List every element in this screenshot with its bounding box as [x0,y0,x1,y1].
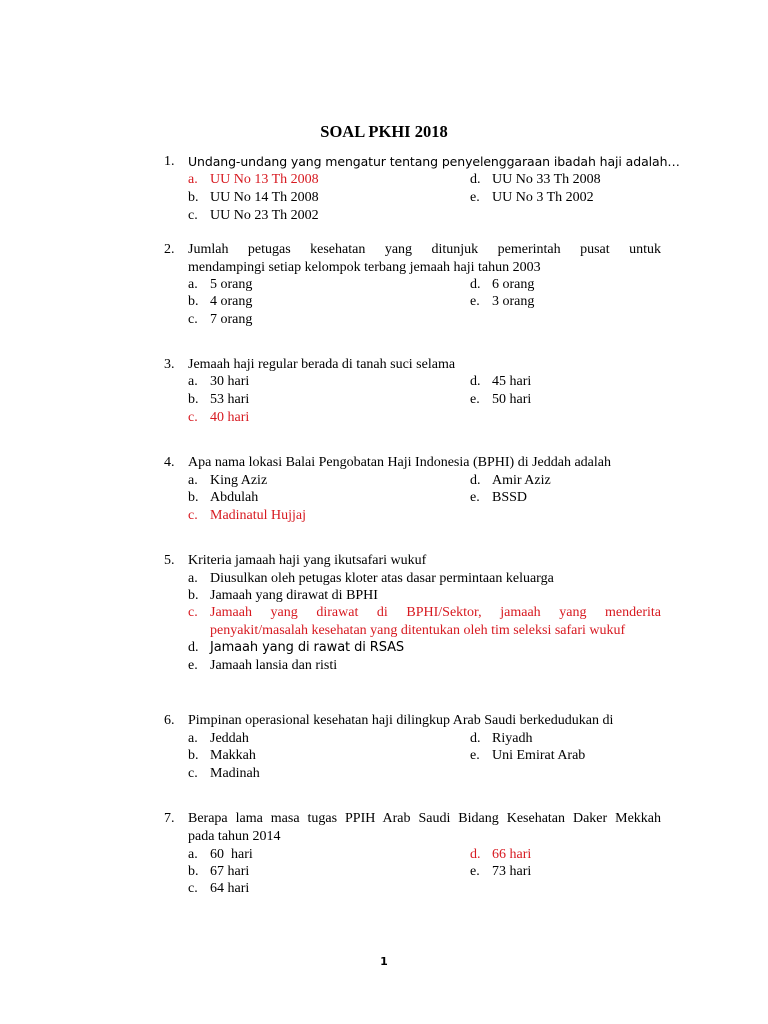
question-number: 1. [164,154,175,169]
option-c: UU No 23 Th 2002 [210,208,319,223]
option-e: 50 hari [492,392,532,407]
option-letter-b: b. [188,588,199,603]
option-e: 73 hari [492,864,532,879]
option-d: Amir Aziz [492,473,551,488]
option-letter-c: c. [188,766,198,781]
question-number: 2. [164,242,175,257]
option-b: Makkah [210,748,256,763]
option-b: 4 orang [210,294,253,309]
question-stem: Berapa lama masa tugas PPIH Arab Saudi Bidang Kesehatan Daker Mekkah [188,811,661,826]
option-d: 45 hari [492,374,532,389]
option-c: 7 orang [210,312,253,327]
option-letter-d: d. [470,172,481,187]
question-stem-continued: pada tahun 2014 [188,829,281,844]
option-b: UU No 14 Th 2008 [210,190,319,205]
option-a: UU No 13 Th 2008 [210,172,319,187]
document-title: SOAL PKHI 2018 [320,122,448,141]
option-e: Jamaah lansia dan risti [210,658,338,673]
option-d: Jamaah yang di rawat di RSAS [210,640,405,655]
question-stem: Kriteria jamaah haji yang ikutsafari wukuf [188,553,427,568]
option-letter-c: c. [188,208,198,223]
option-letter-a: a. [188,847,198,862]
option-b: Abdulah [210,490,259,505]
option-e: BSSD [492,490,528,505]
option-e: Uni Emirat Arab [492,748,586,763]
option-letter-a: a. [188,172,198,187]
option-a: 60 hari [210,847,253,862]
option-d: 66 hari [492,847,532,862]
option-a: 5 orang [210,277,253,292]
option-letter-a: a. [188,277,198,292]
option-letter-d: d. [470,374,481,389]
option-c: 64 hari [210,881,250,896]
option-a: Diusulkan oleh petugas kloter atas dasar permintaan keluarga [210,571,554,586]
option-letter-c: c. [188,508,198,523]
option-d: Riyadh [492,731,533,746]
option-letter-c: c. [188,410,198,425]
page-number: 1 [380,955,388,968]
option-letter-a: a. [188,374,198,389]
option-a: 30 hari [210,374,250,389]
option-letter-e: e. [470,294,480,309]
option-d: UU No 33 Th 2008 [492,172,601,187]
option-b: 67 hari [210,864,250,879]
option-c: Jamaah yang dirawat di BPHI/Sektor, jamaah yang menderita [210,605,661,620]
option-letter-b: b. [188,748,199,763]
option-letter-b: b. [188,294,199,309]
option-letter-a: a. [188,571,198,586]
option-letter-c: c. [188,881,198,896]
question-number: 3. [164,357,175,372]
option-letter-b: b. [188,864,199,879]
question-number: 5. [164,553,175,568]
option-e: UU No 3 Th 2002 [492,190,594,205]
option-letter-a: a. [188,473,198,488]
option-letter-d: d. [470,731,481,746]
option-a: Jeddah [210,731,249,746]
option-c-continued: penyakit/masalah kesehatan yang ditentukan oleh tim seleksi safari wukuf [210,623,626,638]
option-letter-b: b. [188,490,199,505]
option-letter-d: d. [470,847,481,862]
option-letter-d: d. [470,473,481,488]
option-letter-e: e. [470,190,480,205]
option-b: 53 hari [210,392,250,407]
option-letter-c: c. [188,605,198,620]
option-a: King Aziz [210,473,268,488]
option-letter-d: d. [470,277,481,292]
option-c: Madinah [210,766,260,781]
option-e: 3 orang [492,294,535,309]
question-stem: Undang-undang yang mengatur tentang penyelenggaraan ibadah haji adalah… [188,154,680,169]
option-c: Madinatul Hujjaj [210,508,307,523]
option-letter-e: e. [470,864,480,879]
option-c: 40 hari [210,410,250,425]
option-letter-e: e. [188,658,198,673]
question-number: 4. [164,455,175,470]
question-stem: Pimpinan operasional kesehatan haji dilingkup Arab Saudi berkedudukan di [188,713,614,728]
option-letter-e: e. [470,392,480,407]
option-letter-c: c. [188,312,198,327]
option-letter-b: b. [188,392,199,407]
option-letter-d: d. [188,640,199,655]
question-stem: Jemaah haji regular berada di tanah suci selama [188,357,456,372]
option-letter-e: e. [470,748,480,763]
option-letter-a: a. [188,731,198,746]
option-letter-b: b. [188,190,199,205]
option-b: Jamaah yang dirawat di BPHI [210,588,378,603]
option-letter-e: e. [470,490,480,505]
question-number: 7. [164,811,175,826]
question-stem: Apa nama lokasi Balai Pengobatan Haji Indonesia (BPHI) di Jeddah adalah [188,455,611,470]
question-stem: Jumlah petugas kesehatan yang ditunjuk pemerintah pusat untuk [188,242,661,257]
question-stem-continued: mendampingi setiap kelompok terbang jemaah haji tahun 2003 [188,260,541,275]
option-d: 6 orang [492,277,535,292]
question-number: 6. [164,713,175,728]
